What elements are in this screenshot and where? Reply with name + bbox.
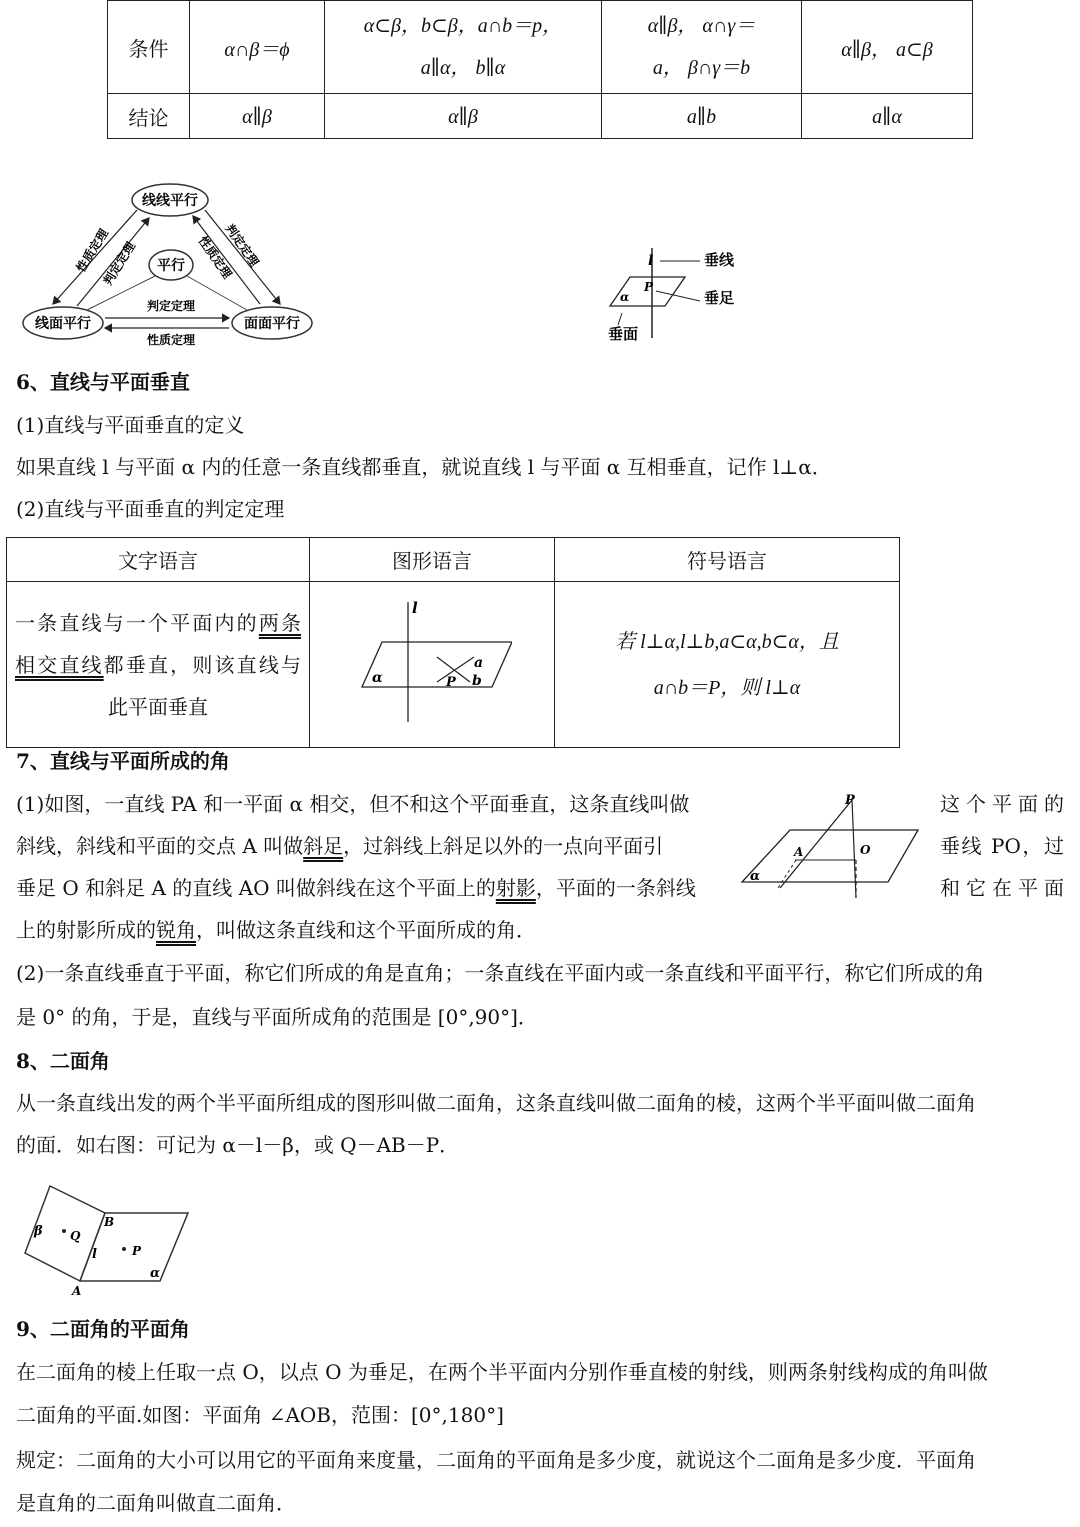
svg-text:P: P bbox=[132, 1244, 142, 1258]
label-left-outer: 性质定理 bbox=[73, 226, 111, 275]
dihedral-angle-figure bbox=[20, 1183, 195, 1298]
svg-text:a: a bbox=[474, 655, 484, 671]
sec9-line1: 在二面角的棱上任取一点 O，以点 O 为垂足，在两个半平面内分别作垂直棱的射线，则两条射线构成的角叫做 bbox=[16, 1360, 988, 1384]
sec8-line2: 的面．如右图：可记为 α－l－β，或 Q－AB－P． bbox=[16, 1133, 460, 1157]
sec7-p2-line2: 是 0° 的角，于是，直线与平面所成角的范围是 [0°,90°]． bbox=[16, 1005, 538, 1029]
svg-text:P: P bbox=[446, 675, 456, 690]
oblique-line-figure bbox=[740, 790, 925, 905]
sec8-line1: 从一条直线出发的两个半平面所组成的图形叫做二面角，这条直线叫做二面角的棱，这两个半平面叫做二面角 bbox=[16, 1091, 976, 1115]
label-right-outer: 判定定理 bbox=[222, 221, 262, 270]
svg-text:β: β bbox=[34, 1224, 43, 1239]
node-line-line-label: 线线平行 bbox=[142, 193, 198, 209]
row-label-conclusion: 结论 bbox=[108, 94, 190, 139]
svg-text:A: A bbox=[72, 1284, 82, 1298]
svg-text:α: α bbox=[620, 290, 630, 304]
concl-cell-3: a∥b bbox=[602, 94, 802, 139]
label-bottom-bottom: 性质定理 bbox=[146, 333, 196, 347]
cond-cell-2: α⊂β，b⊂β，a∩b＝p， a∥α， b∥α bbox=[325, 1, 602, 94]
svg-text:A: A bbox=[794, 845, 804, 859]
sec7-right-line1: 这个平面的 bbox=[940, 792, 1064, 816]
svg-text:l: l bbox=[648, 253, 654, 269]
sec9-line3: 规定：二面角的大小可以用它的平面角来度量，二面角的平面角是多少度，就说这个二面角是多少度．平面角 bbox=[16, 1448, 976, 1472]
parallel-relation-diagram bbox=[15, 178, 320, 348]
sec7-p1-line3: 垂足 O 和斜足 A 的直线 AO 叫做斜线在这个平面上的射影，平面的一条斜线 bbox=[16, 876, 696, 900]
label-foot: 垂足 bbox=[704, 289, 735, 307]
header-figure-language: 图形语言 bbox=[310, 538, 555, 582]
label-left-inner: 判定定理 bbox=[100, 239, 138, 288]
node-plane-plane-label: 面面平行 bbox=[244, 316, 300, 332]
row-label-condition: 条件 bbox=[108, 1, 190, 94]
label-right-inner: 性质定理 bbox=[195, 233, 235, 282]
sec7-right-line3: 和它在平面 bbox=[940, 876, 1064, 900]
svg-text:P: P bbox=[845, 793, 855, 808]
sec7-title: 7、直线与平面所成的角 bbox=[16, 749, 230, 773]
node-center-label: 平行 bbox=[157, 258, 185, 274]
sec7-right-line2: 垂线 PO，过 bbox=[940, 834, 1064, 858]
symbol-language-cell: 若 l⊥α,l⊥b,a⊂α,b⊂α，且 a∩b＝P，则 l⊥α bbox=[555, 582, 900, 748]
sec8-title: 8、二面角 bbox=[16, 1049, 110, 1073]
sec7-p1-line1: (1)如图，一直线 PA 和一平面 α 相交，但不和这个平面垂直，这条直线叫做 bbox=[16, 792, 690, 816]
sec7-p2-line1: (2)一条直线垂直于平面，称它们所成的角是直角；一条直线在平面内或一条直线和平面平行，称它们所成的角 bbox=[16, 961, 985, 985]
cond-cell-3: α∥β， α∩γ＝ a， β∩γ＝b bbox=[602, 1, 802, 94]
svg-text:P: P bbox=[644, 280, 654, 294]
concl-cell-2: α∥β bbox=[325, 94, 602, 139]
perpendicular-theorem-table bbox=[6, 537, 900, 748]
label-plane: 垂面 bbox=[608, 325, 639, 343]
sec6-sub1: (1)直线与平面垂直的定义 bbox=[16, 413, 245, 437]
svg-text:O: O bbox=[860, 843, 871, 857]
sec9-line4: 是直角的二面角叫做直二面角． bbox=[16, 1491, 296, 1515]
sec7-p1-line2: 斜线，斜线和平面的交点 A 叫做斜足，过斜线上斜足以外的一点向平面引 bbox=[16, 834, 664, 858]
svg-text:b: b bbox=[472, 673, 482, 689]
line-plane-perp-figure bbox=[352, 597, 512, 727]
sec7-p1-line4: 上的射影所成的锐角，叫做这条直线和这个平面所成的角． bbox=[16, 918, 536, 942]
header-symbol-language: 符号语言 bbox=[555, 538, 900, 582]
figure-language-cell bbox=[310, 582, 555, 748]
node-line-plane-label: 线面平行 bbox=[35, 316, 91, 332]
sec9-title: 9、二面角的平面角 bbox=[16, 1317, 190, 1341]
text-language-cell: 一条直线与一个平面内的两条 相交直线都垂直，则该直线与 此平面垂直 bbox=[7, 582, 310, 748]
top-condition-table bbox=[107, 0, 973, 139]
concl-cell-4: a∥α bbox=[802, 94, 973, 139]
svg-text:Q: Q bbox=[70, 1229, 81, 1243]
svg-text:α: α bbox=[372, 670, 383, 686]
sec6-title: 6、直线与平面垂直 bbox=[16, 370, 190, 394]
perpendicular-diagram bbox=[600, 243, 750, 348]
cond-cell-1: α∩β＝ϕ bbox=[190, 1, 325, 94]
sec6-sub2: (2)直线与平面垂直的判定定理 bbox=[16, 497, 285, 521]
svg-text:α: α bbox=[150, 1266, 161, 1281]
sec6-definition: 如果直线 l 与平面 α 内的任意一条直线都垂直，就说直线 l 与平面 α 互相垂直，记作 l⊥α． bbox=[16, 455, 832, 479]
header-text-language: 文字语言 bbox=[7, 538, 310, 582]
concl-cell-1: α∥β bbox=[190, 94, 325, 139]
svg-text:l: l bbox=[412, 599, 418, 617]
sec9-line2: 二面角的平面.如图：平面角 ∠AOB，范围：[0°,180°] bbox=[16, 1403, 504, 1427]
svg-text:l: l bbox=[92, 1247, 97, 1262]
cond-cell-4: α∥β， a⊂β bbox=[802, 1, 973, 94]
svg-text:α: α bbox=[750, 869, 761, 884]
label-vertical-line: 垂线 bbox=[704, 251, 735, 269]
svg-text:B: B bbox=[104, 1215, 115, 1229]
label-bottom-top: 判定定理 bbox=[146, 299, 196, 313]
